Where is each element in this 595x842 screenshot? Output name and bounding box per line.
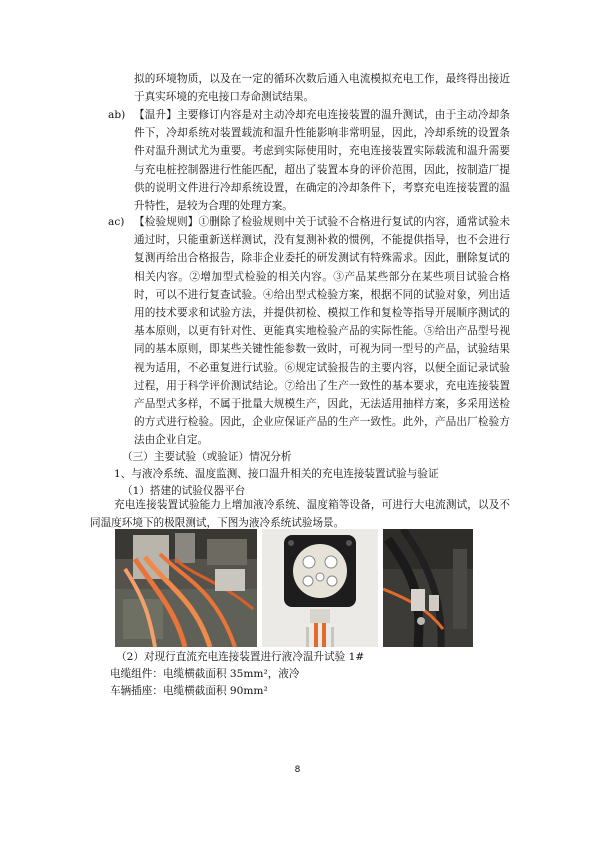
vehicle-inlet-spec: 车辆插座：电缆横截面积 90mm² <box>110 685 268 697</box>
cable-assembly-spec: 电缆组件：电缆横截面积 35mm²，液冷 <box>110 668 300 680</box>
list-item-label: ab) <box>108 109 126 121</box>
section-heading: （三）主要试验（或验证）情况分析 <box>122 451 292 463</box>
subsection-heading: 1、与液冷系统、温度监测、接口温升相关的充电连接装置试验与验证 <box>114 468 439 480</box>
cable-sensor-photo <box>383 529 473 647</box>
connector-face-photo <box>262 529 378 647</box>
page-number: 8 <box>294 765 301 775</box>
list-item-text: 【温升】主要修订内容是对主动冷却充电连接装置的温升测试，由于主动冷却条件下，冷却系统对装置载流和温升性能影响非常明显，因此，冷却系统的设置条件对温升测试尤为重要。考虑到实际使用时，充电连接装置实际载流和温升需要与充电桩控制器进行性能匹配，超出了装置本身的评价范围，因此，按制造厂提供的说明文件进行冷却系统设置，在确定的冷却条件下，考察充电连接装置的温升特性，是较为合理的处理方案。 <box>134 109 510 213</box>
list-item-inspection-rules <box>108 213 510 450</box>
test-bench-photo <box>115 529 257 647</box>
list-item-temperature-rise <box>108 106 510 215</box>
continuation-paragraph: 拟的环境物质，以及在一定的循环次数后通入电流模拟充电工作，最终得出接近于真实环境的充电接口寿命测试结果。 <box>134 73 510 104</box>
body-paragraph: 充电连接装置试验能力上增加液冷系统、温度箱等设备，可进行大电流测试，以及不同温度环境下的极限测试，下图为液冷系统试验场景。 <box>90 499 510 530</box>
sub-item-heading: （1）搭建的试验仪器平台 <box>122 485 246 497</box>
list-item-label: ac) <box>108 216 125 228</box>
sub-item-heading: （2）对现行直流充电连接装置进行液冷温升试验 1# <box>116 651 365 663</box>
list-item-text: 【检验规则】①删除了检验规则中关于试验不合格进行复试的内容，通常试验未通过时，只能重新送样测试，没有复测补救的惯例，不能提供指导，也不会进行复测再给出合格报告，除非企业委托的研发测试有特殊需求。因此，删除复试的相关内容。②增加型式检验的相关内容。③产品某些部分在某些项目试验合格时，可以不进行复查试验。④给出型式检验方案，根据不同的试验对象，列出适用的技术要求和试验方法，并提供初检、模拟工作和复检等指导开展顺序测试的基本原则，以更有针对性、更能真实地检验产品的实际性能。⑤给出产品型号视同的基本原则，即某些关键性能参数一致时，可视为同一型号的产品，试验结果视为适用，不必重复进行试验。⑥规定试验报告的主要内容，以便全面记录试验过程，用于科学评价测试结论。⑦给出了生产一致性的基本要求，充电连接装置产品型式多样，不属于批量大规模生产，因此，无法适用抽样方案，多采用送检的方式进行检验。因此，企业应保证产品的生产一致性。此外，产品出厂检验方法由企业自定。 <box>134 216 510 447</box>
